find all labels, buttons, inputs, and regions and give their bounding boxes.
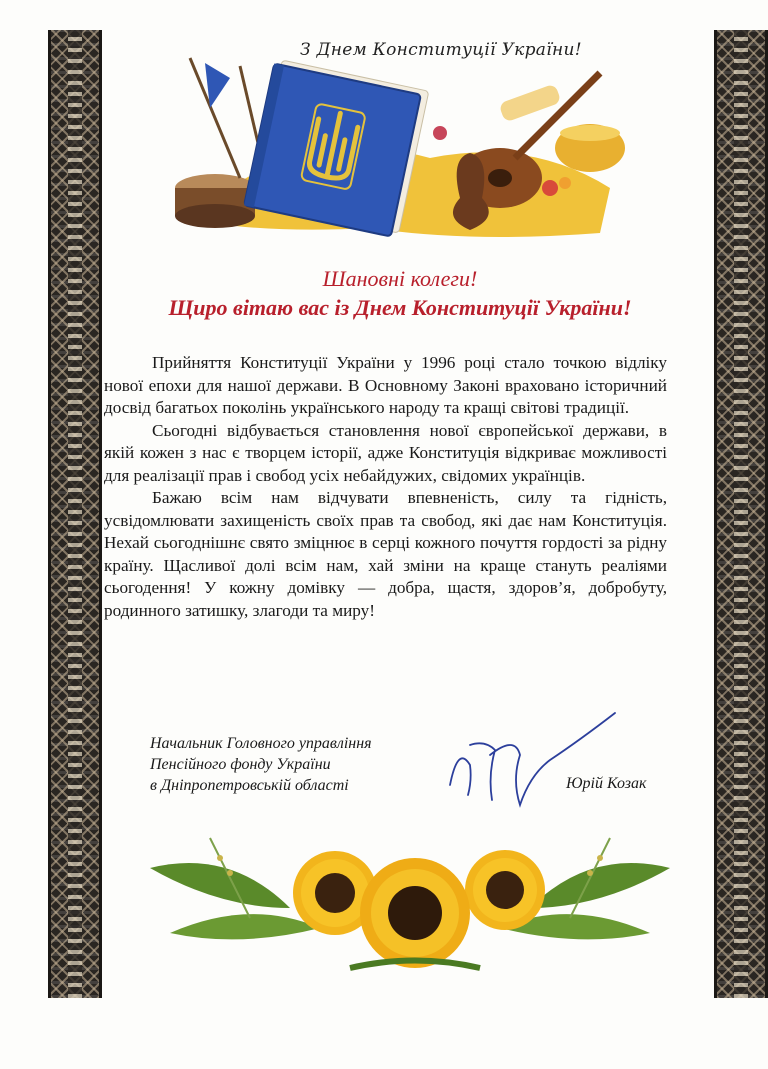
- congratulation-heading: Щиро вітаю вас із Днем Конституції України!: [168, 295, 632, 320]
- letter-body: [104, 352, 667, 622]
- header-greeting: З Днем Конституції України!: [300, 40, 582, 60]
- sunflower-ornament: [150, 818, 670, 978]
- signatory-name: Юрій Козак: [566, 775, 647, 792]
- body-paragraph: Прийняття Конституції України у 1996 році стало точкою відліку нової епохи для нашої держави. В Основному Законі враховано історичний досвід багатьох поколінь українського народу та кращі світові традиції.: [104, 353, 667, 417]
- salutation-heading: Шановні колеги!: [322, 266, 478, 291]
- embroidery-border-left: [48, 30, 102, 998]
- handwritten-signature: [430, 705, 620, 820]
- position-line: Пенсійного фонду України: [150, 756, 331, 773]
- constitution-illustration: [170, 38, 640, 248]
- position-line: Начальник Головного управління: [150, 735, 372, 752]
- body-paragraph: Сьогодні відбувається становлення нової європейської держави, в якій кожен з нас є творцем історії, адже Конституція відкриває можливості для реалізації прав і свобод усіх небайдужих, свідомих українців.: [104, 420, 667, 485]
- position-line: в Дніпропетровській області: [150, 777, 349, 794]
- body-paragraph: Бажаю всім нам відчувати впевненість, силу та гідність, усвідомлювати захищеність своїх прав та свобод, які дає нам Конституція. Нехай сьогоднішнє свято зміцнює в серці кожного почуття гордості за рідну країну. Щасливої долі всім нам, хай зміни на краще стануть реаліями сьогодення! У кожну домівку — добра, щастя, здоров’я, добробуту, родинного затишку, злагоди та миру!: [104, 488, 667, 620]
- embroidery-border-right: [714, 30, 768, 998]
- signatory-position: [150, 733, 372, 796]
